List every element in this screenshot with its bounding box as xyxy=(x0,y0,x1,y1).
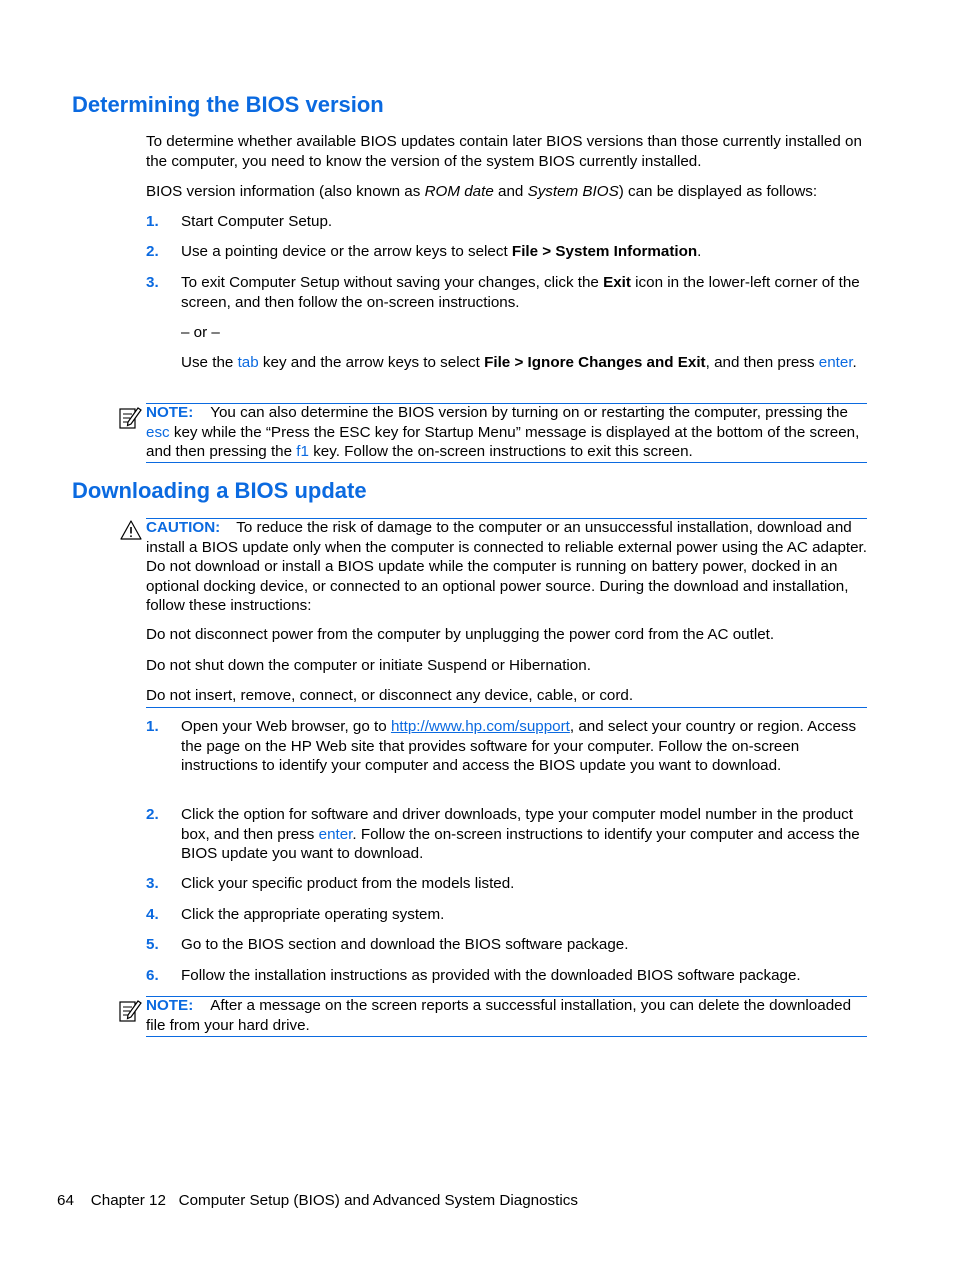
menu-path: File > Ignore Changes and Exit xyxy=(484,354,706,371)
exit-term: Exit xyxy=(603,274,631,291)
term-system-bios: System BIOS xyxy=(527,183,619,200)
section-heading-download-bios: Downloading a BIOS update xyxy=(72,478,367,503)
step-number: 6. xyxy=(146,967,159,984)
text-run: To exit Computer Setup without saving your changes, click the xyxy=(181,274,604,291)
note-delete-file xyxy=(146,996,868,1035)
step-text xyxy=(181,805,866,864)
step-text xyxy=(181,242,866,262)
text-run: Use a pointing device or the arrow keys to select xyxy=(181,243,512,260)
note-bios-version xyxy=(146,403,868,462)
text-run: . xyxy=(852,354,857,371)
text-run: key and the arrow keys to select xyxy=(258,354,485,371)
text-run: . Follow the on-screen instructions to identify your computer and access the BIOS update you want to download. xyxy=(181,825,860,863)
chapter-number: Chapter 12 xyxy=(90,1192,166,1209)
text-run: . xyxy=(697,243,702,260)
note-bottom-rule xyxy=(146,1036,867,1037)
paragraph-intro: To determine whether available BIOS updates contain later BIOS versions than those currently installed on the computer, you need to know the version of the system BIOS currently installed. xyxy=(146,133,862,170)
or-separator: – or – xyxy=(181,324,220,341)
text-run: , and select your country or region. Access the page on the HP Web site that provides software for your computer. Follow the on-screen instructions to identify your computer and access the BIOS update you want to download. xyxy=(181,718,857,775)
key-f1: f1 xyxy=(296,443,309,461)
step-number: 3. xyxy=(146,274,159,291)
text-run: To reduce the risk of damage to the computer or an unsuccessful installation, download and install a BIOS update only when the computer is connected to reliable external power using the AC adapter. Do not download or install a BIOS update while the computer is running on battery power, docked in an optional docking device, or connected to an optional power source. During the download and installation, follow these instructions: xyxy=(146,519,867,615)
term-rom-date: ROM date xyxy=(424,183,494,200)
step-text xyxy=(181,273,866,312)
step-number: 5. xyxy=(146,936,159,953)
step-number: 1. xyxy=(146,213,159,230)
note-bottom-rule xyxy=(146,462,867,463)
text-run: Open your Web browser, go to xyxy=(181,718,391,735)
text-run: After a message on the screen reports a successful installation, you can delete the downloaded file from your hard drive. xyxy=(146,997,852,1034)
step-number: 2. xyxy=(146,806,159,823)
alt-instruction xyxy=(181,353,866,373)
note-pencil-icon xyxy=(117,997,143,1029)
step-text: Click the appropriate operating system. xyxy=(181,906,445,923)
paragraph-bios-info xyxy=(146,182,868,202)
menu-path: File > System Information xyxy=(511,243,698,260)
text-run: key while the “Press the ESC key for Startup Menu” message is displayed at the bottom of the screen, and then pressing the xyxy=(146,423,860,461)
step-text xyxy=(181,717,866,776)
caution-item: Do not shut down the computer or initiate Suspend or Hibernation. xyxy=(146,657,591,674)
step-number: 2. xyxy=(146,243,159,260)
step-number: 3. xyxy=(146,875,159,892)
step-number: 4. xyxy=(146,906,159,923)
text-run: You can also determine the BIOS version by turning on or restarting the computer, pressing the xyxy=(210,404,848,421)
key-esc: esc xyxy=(146,423,170,441)
section-heading-bios-version: Determining the BIOS version xyxy=(72,92,384,117)
chapter-title: Computer Setup (BIOS) and Advanced System Diagnostics xyxy=(178,1192,578,1209)
text-run: Click the option for software and driver downloads, type your computer model number in the product box, and then press xyxy=(181,806,853,843)
step-text: Click your specific product from the models listed. xyxy=(181,875,515,892)
caution-text xyxy=(146,518,868,616)
key-tab: tab xyxy=(237,354,259,371)
text-run: icon in the lower-left corner of the screen, and then follow the on-screen instructions. xyxy=(181,274,860,311)
text-run: BIOS version information (also known as xyxy=(146,183,425,200)
caution-item: Do not insert, remove, connect, or disconnect any device, cable, or cord. xyxy=(146,687,634,704)
hp-support-link[interactable]: http://www.hp.com/support xyxy=(390,718,570,735)
text-run: key. Follow the on-screen instructions to exit this screen. xyxy=(308,443,693,461)
caution-bottom-rule xyxy=(146,707,867,708)
text-run: and xyxy=(493,183,528,200)
step-text: Start Computer Setup. xyxy=(181,213,333,230)
text-run: , and then press xyxy=(705,354,819,371)
note-pencil-icon xyxy=(117,404,143,436)
key-enter: enter xyxy=(818,354,853,371)
caution-triangle-icon xyxy=(119,519,143,547)
text-run: ) can be displayed as follows: xyxy=(618,183,818,200)
step-text: Go to the BIOS section and download the BIOS software package. xyxy=(181,936,629,953)
caution-item: Do not disconnect power from the computer by unplugging the power cord from the AC outlet. xyxy=(146,626,775,643)
text-run: Use the xyxy=(181,354,238,371)
step-text: Follow the installation instructions as provided with the downloaded BIOS software package. xyxy=(181,967,801,984)
key-enter: enter xyxy=(318,825,353,843)
page-number: 64 xyxy=(57,1192,74,1209)
note-label: NOTE: xyxy=(146,997,194,1014)
note-label: NOTE: xyxy=(146,404,194,421)
page-footer xyxy=(57,1191,578,1211)
step-number: 1. xyxy=(146,718,159,735)
caution-label: CAUTION: xyxy=(146,519,221,536)
